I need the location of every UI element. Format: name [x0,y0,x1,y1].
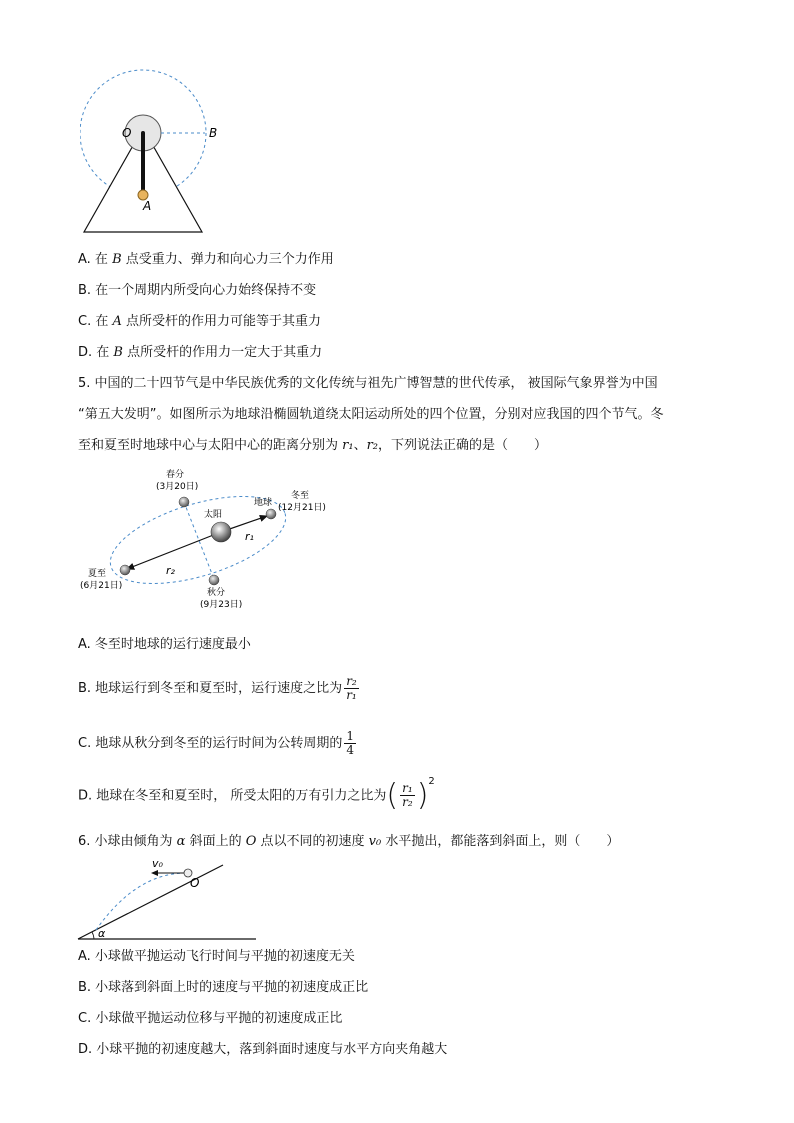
label-winter-date: (12月21日) [278,503,326,513]
label-summer-date: (6月21日) [80,581,123,591]
earth-summer [120,565,130,575]
quarter-fraction: $\frac{1}{4}$ [346,729,354,757]
q5-stem-line2: “第五大发明”。如图所示为地球沿椭圆轨道绕太阳运动所处的四个位置，分别对应我国的四个节气。冬 [78,407,664,422]
right-paren: ) [416,777,429,813]
label-r1: r₁ [245,530,254,543]
q4-option-a: A. 在 B 点受重力、弹力和向心力三个力作用 [78,252,334,267]
q6-option-c: C. 小球做平抛运动位移与平抛的初速度成正比 [78,1011,343,1026]
label-autumn-date: (9月23日) [200,600,243,610]
q5-stem-line1: 5. 中国的二十四节气是中华民族优秀的文化传统与祖先广博智慧的世代传承， 被国际气象界誉为中国 [78,376,658,391]
left-paren: ( [386,777,399,813]
q5-option-a: A. 冬至时地球的运行速度最小 [78,637,251,652]
label-r2: r₂ [166,564,175,577]
q4-figure [80,62,230,237]
label-O: O [122,126,132,140]
gravity-ratio-fraction: $\frac{\text{r₁}}{\text{r₂}}$ [402,781,413,810]
q6-incline-figure [76,853,261,945]
earth-spring [179,497,189,507]
q5-orbit-figure [78,462,348,620]
q5-option-d: D. 地球在冬至和夏至时， 所受太阳的万有引力之比为( $\frac{\text{r₁}}{\text{r₂}}$ )$^2$ [78,772,435,816]
q4-option-d: D. 在 B 点所受杆的作用力一定大于其重力 [78,345,323,360]
label-earth: 地球 [254,498,273,508]
label-spring-name: 春分 [166,470,185,480]
q5-option-c: C. 地球从秋分到冬至的运行时间为公转周期的 $\frac{1}{4}$ [78,729,354,757]
trajectory-dashed [96,873,186,930]
label-summer-name: 夏至 [88,569,107,579]
label-v0: v₀ [152,857,163,870]
pivot-dot [141,131,145,135]
label-winter-name: 冬至 [291,491,310,501]
q4-option-c: C. 在 A 点所受杆的作用力可能等于其重力 [78,314,322,329]
q5-option-b: B. 地球运行到冬至和夏至时，运行速度之比为 $\frac{\text{r₂}}{\text{r₁}}$ [78,674,357,702]
label-O: O [190,876,200,890]
label-A: A [143,199,152,213]
q6-option-a: A. 小球做平抛运动飞行时间与平抛的初速度无关 [78,949,355,964]
sun [211,522,231,542]
q4-option-b: B. 在一个周期内所受向心力始终保持不变 [78,283,317,298]
angle-arc [92,932,94,939]
q6-option-d: D. 小球平抛的初速度越大，落到斜面时速度与水平方向夹角越大 [78,1042,448,1057]
exponent: 2 [428,776,435,787]
q6-stem: 6. 小球由倾角为 α 斜面上的 O 点以不同的初速度 v₀ 水平抛出，都能落到斜面上，则（ ） [78,834,620,849]
label-B: B [209,126,218,140]
label-autumn-name: 秋分 [207,588,226,598]
earth-autumn [209,575,219,585]
label-spring-date: (3月20日) [156,482,199,492]
label-sun: 太阳 [204,510,223,520]
label-alpha: α [98,927,106,940]
speed-ratio-fraction: $\frac{\text{r₂}}{\text{r₁}}$ [346,674,357,702]
earth-winter [266,509,276,519]
q5-stem-line3: 至和夏至时地球中心与太阳中心的距离分别为 r₁、r₂，下列说法正确的是（ ） [78,438,548,453]
q6-option-b: B. 小球落到斜面上时的速度与平抛的初速度成正比 [78,980,369,995]
